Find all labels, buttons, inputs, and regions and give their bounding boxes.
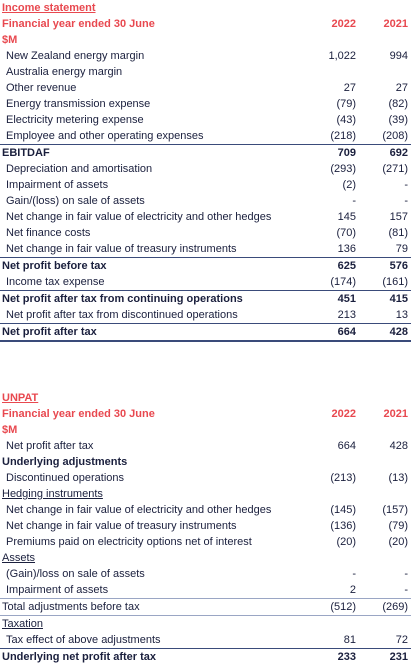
income-title-row [0, 0, 411, 16]
table-row-net-profit-after-tax: Net profit after tax 664 428 [0, 323, 411, 342]
table-row: Other revenue 27 27 [6, 82, 408, 94]
income-header-2021: 2021 [383, 18, 408, 30]
table-row: Impairment of assets 2 - [6, 584, 408, 596]
income-title: Income statement [2, 2, 96, 14]
table-row-continuing-ops: Net profit after tax from continuing operations 451 415 [0, 290, 411, 307]
income-header-2022: 2022 [331, 18, 356, 30]
table-row-underlying-adjustments: Underlying adjustments [2, 456, 128, 468]
table-row: Net profit after tax 664 428 [6, 440, 408, 452]
table-row-ebitdaf: EBITDAF 709 692 [0, 144, 411, 161]
table-row: Impairment of assets (2) - [6, 179, 408, 191]
table-row: Income tax expense (174) (161) [6, 276, 408, 288]
income-unit-row [0, 32, 411, 48]
unpat-unit-row [0, 422, 411, 438]
table-row: Net change in fair value of electricity and other hedges (145) (157) [6, 504, 408, 516]
table-row: Depreciation and amortisation (293) (271) [6, 163, 408, 175]
table-row: Discontinued operations (213) (13) [6, 472, 408, 484]
unpat-title: UNPAT [2, 392, 39, 404]
table-row: Tax effect of above adjustments 81 72 [6, 634, 408, 646]
table-row: Net profit after tax from discontinued operations 213 13 [6, 309, 408, 321]
table-row-taxation: Taxation [0, 615, 411, 632]
table-row: Net change in fair value of electricity and other hedges 145 157 [6, 211, 408, 223]
income-unit: $M [2, 34, 18, 46]
table-row-net-profit-before-tax: Net profit before tax 625 576 [0, 257, 411, 274]
table-row: (Gain)/loss on sale of assets - - [6, 568, 408, 580]
income-header-label: Financial year ended 30 June [2, 18, 155, 30]
table-row: New Zealand energy margin 1,022 994 [6, 50, 408, 62]
unpat-header-label: Financial year ended 30 June [2, 408, 155, 420]
unpat-unit: $M [2, 424, 18, 436]
table-row: Premiums paid on electricity options net of interest (20) (20) [6, 536, 408, 548]
table-row: Net change in fair value of treasury instruments (136) (79) [6, 520, 408, 532]
table-row-hedging-instruments: Hedging instruments [2, 488, 103, 500]
unpat-header-row [0, 406, 411, 422]
income-header-row [0, 16, 411, 32]
unpat-table [0, 390, 411, 665]
table-row: Electricity metering expense (43) (39) [6, 114, 408, 126]
table-row: Net change in fair value of treasury instruments 136 79 [6, 243, 408, 255]
table-row: Australia energy margin [6, 66, 123, 78]
unpat-header-2022: 2022 [331, 408, 356, 420]
table-row: Employee and other operating expenses (218) (208) [6, 130, 408, 142]
table-row: Gain/(loss) on sale of assets - - [6, 195, 408, 207]
table-row-assets: Assets [2, 552, 36, 564]
table-row: Net finance costs (70) (81) [6, 227, 408, 239]
table-row-underlying-npat: Underlying net profit after tax 233 231 [0, 648, 411, 665]
section-spacer [0, 342, 411, 390]
table-row: Energy transmission expense (79) (82) [6, 98, 408, 110]
table-row-total-adjustments: Total adjustments before tax (512) (269) [0, 598, 411, 615]
unpat-title-row [0, 390, 411, 406]
unpat-header-2021: 2021 [383, 408, 408, 420]
